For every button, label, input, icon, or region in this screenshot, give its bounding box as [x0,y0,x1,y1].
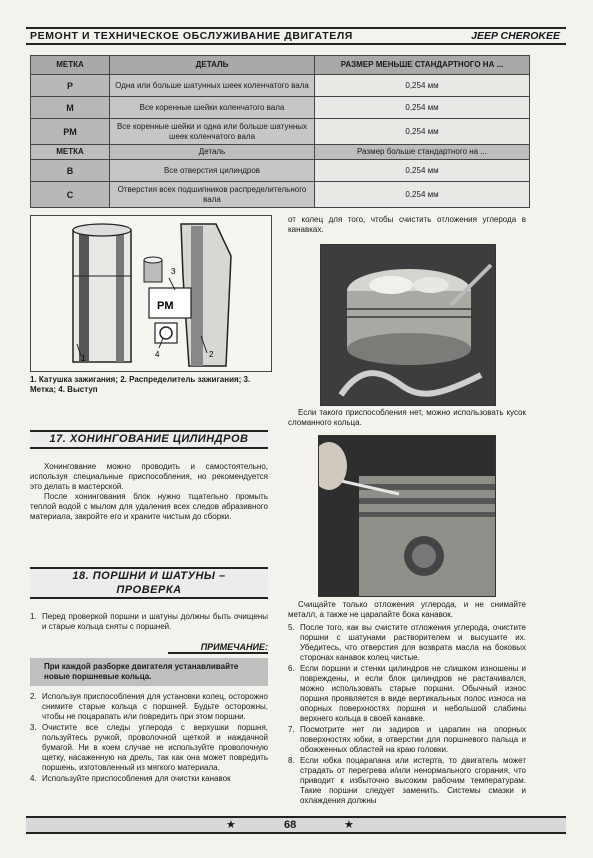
figure-caption: 1. Катушка зажигания; 2. Распределитель зажигания; 3. Метка; 4. Выступ [30,375,251,394]
list-item: 6. Если поршни и стенки цилиндров не слишком изношены и повреждены, и если блок цилиндров не растачивался, можно использовать старые поршни. Обычный износ поршня проявляется в виде вертикальных полос износа на опорных поверхностях поршня и небольшой слабины верхнего кольца в своей канавке. [288,664,526,723]
section-18-title-line-1: 18. ПОРШНИ И ШАТУНЫ – [72,570,226,582]
list-item: 4. Используйте приспособления для очистки канавок [30,774,231,783]
mark-cell: PM [31,119,110,145]
header-title: РЕМОНТ И ТЕХНИЧЕСКОЕ ОБСЛУЖИВАНИЕ ДВИГАТЕЛЯ [30,30,353,42]
figure-mark-pm: PM [157,300,174,312]
header-brand: JEEP CHEROKEE [471,30,560,42]
size-cell: 0,254 мм [315,97,530,119]
section-18-list-a [30,612,268,633]
piston-photo-2 [318,435,496,597]
ignition-figure [30,215,272,372]
table-row [31,119,530,145]
section-17-para-2: После хонингования блок нужно тщательно промыть теплой водой с мылом для удаления всех следов абразивного материала, закройте его и храните чистым до сборки. [30,492,268,521]
ignition-drawing [31,216,271,371]
list-item: 3. Очистите все следы углерода с верхушки поршня, пользуйтесь ручкой, проволочной щеткой и наждачной бумагой. Ни в коем случае не используйте проволочную щетку, насаженную на дрель, так как она может повредить поршень, изготовленный из мягкого материала. [30,723,268,772]
page-footer [26,816,566,834]
table-row [31,75,530,97]
piston-photo-1 [320,244,496,406]
list-item: 2. Используя приспособления для установки колец, осторожно снимите старые кольца с поршней. Будьте осторожны, чтобы не поцарапать или повредить при этом поршни. [30,692,268,721]
right-list [288,623,526,807]
size-cell: 0,254 мм [315,119,530,145]
table-row [31,160,530,182]
mark-cell: M [31,97,110,119]
figure-label-2: 2 [209,350,214,359]
section-17-heading [30,430,268,449]
table-header-cell: РАЗМЕР МЕНЬШЕ СТАНДАРТНОГО НА ... [315,56,530,75]
section-18-title-line-2: ПРОВЕРКА [116,584,182,596]
table-header-cell: МЕТКА [31,56,110,75]
note-heading: ПРИМЕЧАНИЕ: [168,642,268,654]
mark-cell: B [31,160,110,182]
table-header-cell: Деталь [110,145,315,160]
marks-table [30,55,530,208]
section-18-heading [30,567,268,599]
size-cell: 0,254 мм [315,75,530,97]
mark-cell: C [31,182,110,208]
right-continued-text: от колец для того, чтобы счистить отложения углерода в канавках. [288,215,526,234]
table-row [31,182,530,208]
table-header-cell: ДЕТАЛЬ [110,56,315,75]
list-item: 8. Если юбка поцарапана или истерта, то двигатель может страдать от перегрева и/или ненормального сгорания, что приводит к избыточно высоким рабочим температурам. Такие поршни следует заменить. Системы смазки и охлаждения должны [288,756,526,805]
list-item: 5. После того, как вы счистите отложения углерода, очистите поршни с шатунами растворителем и высушите их. Убедитесь, что отверстия для возврата масла на боковых сторонах канавок колец чистые. [288,623,526,662]
part-cell: Отверстия всех подшипников распределительного вала [110,182,315,208]
table-subheader-row [31,145,530,160]
size-cell: 0,254 мм [315,160,530,182]
part-cell: Одна или больше шатунных шеек коленчатого вала [110,75,315,97]
figure-label-1: 1 [81,354,86,363]
table-header-row [31,56,530,75]
part-cell: Все коренные шейки коленчатого вала [110,97,315,119]
part-cell: Все отверстия цилиндров [110,160,315,182]
section-18-list-b [30,692,268,785]
section-17-title: 17. ХОНИНГОВАНИЕ ЦИЛИНДРОВ [49,433,249,445]
mark-cell: P [31,75,110,97]
table-header-cell: Размер больше стандартного на ... [315,145,530,160]
table-row [31,97,530,119]
list-item: 7. Посмотрите нет ли задиров и царапин на опорных поверхностях юбки, в отверстии для поршневого пальца и обожженных областей на краю головки. [288,725,526,754]
star-icon: ★ [226,819,236,831]
list-item: 1. Перед проверкой поршни и шатуны должны быть очищены и старые кольца сняты с поршней. [30,612,268,631]
figure-label-3: 3 [171,267,176,276]
right-after-photo-2: Счищайте только отложения углерода, и не снимайте металл, а также не царапайте бока канавок. [288,600,526,619]
page-header [26,27,566,45]
star-icon: ★ [344,819,354,831]
figure-label-4: 4 [155,350,160,359]
table-header-cell: МЕТКА [31,145,110,160]
right-after-photo-1: Если такого приспособления нет, можно использовать кусок сломанного кольца. [288,408,526,427]
note-text: При каждой разборке двигателя устанавливайте новые поршневые кольца. [44,662,239,681]
page-number: 68 [284,819,297,831]
section-17-para-1: Хонингование можно проводить и самостоятельно, используя специальные приспособления, но рекомендуется это делать в мастерской. [30,462,268,491]
part-cell: Все коренные шейки и одна или больше шатунных шеек коленчатого вала [110,119,315,145]
size-cell: 0,254 мм [315,182,530,208]
note-box [30,658,268,686]
